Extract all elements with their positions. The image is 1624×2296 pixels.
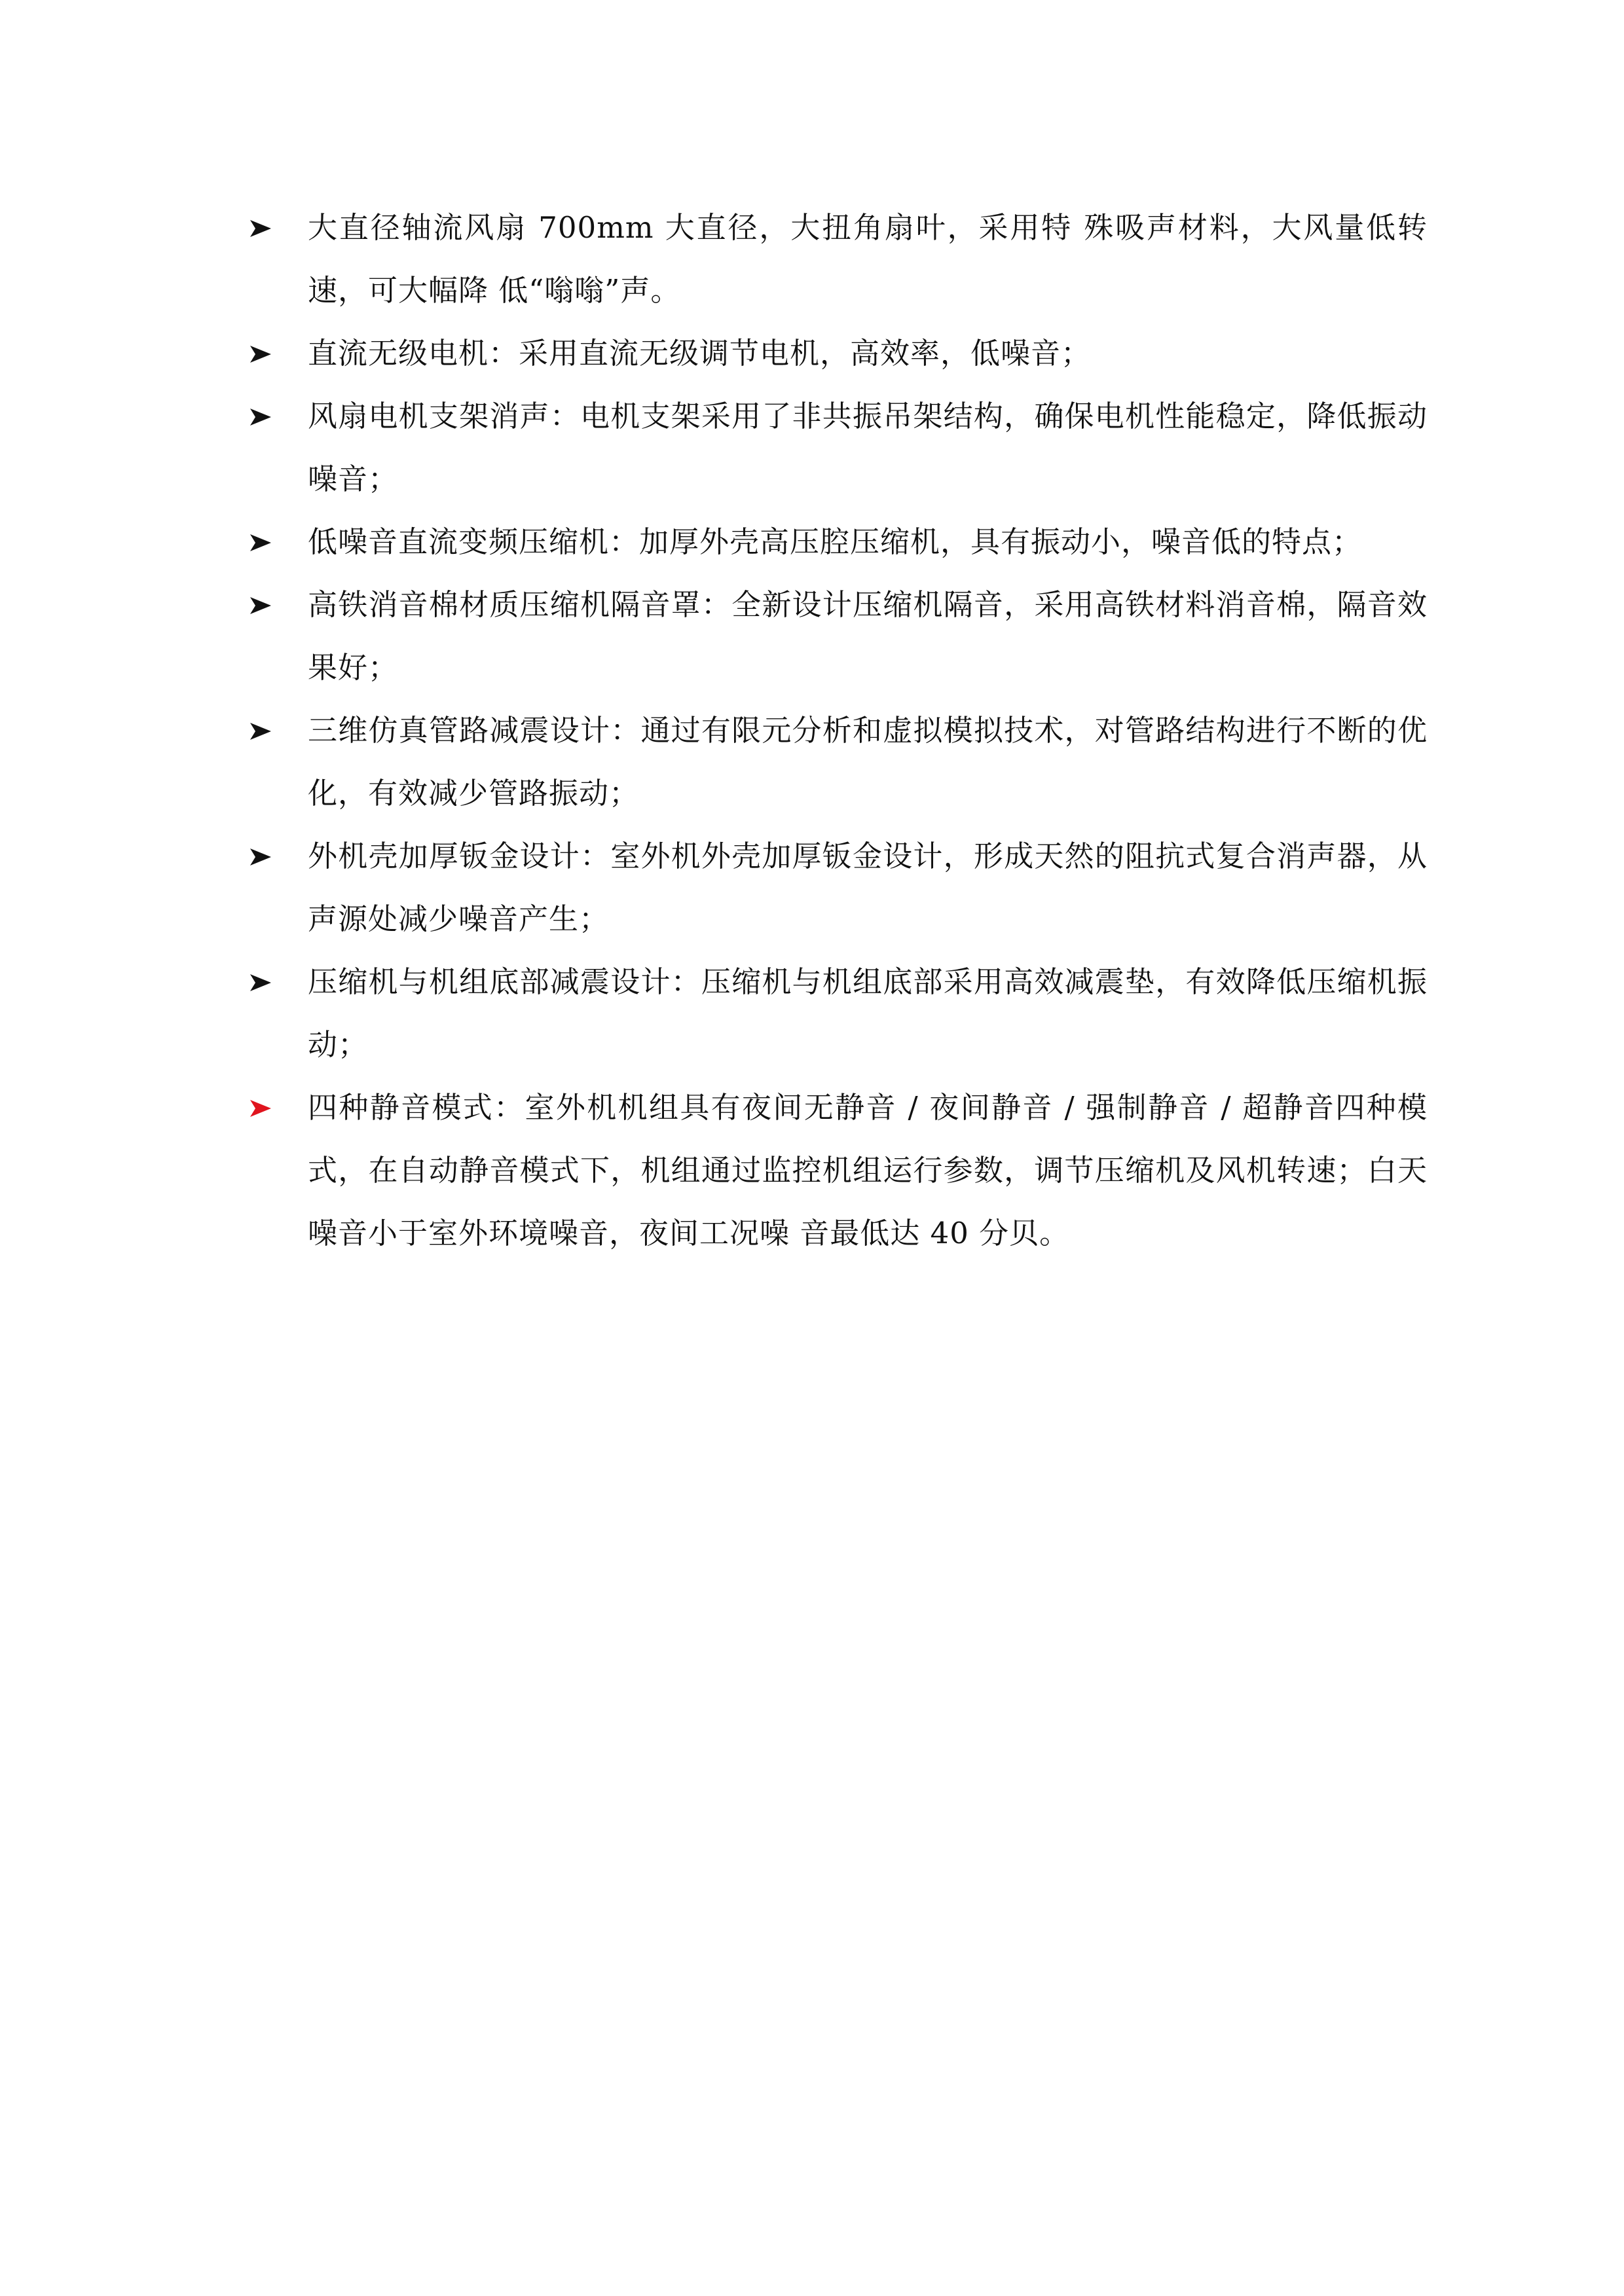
feature-list bbox=[249, 196, 1428, 1265]
arrow-bullet-icon bbox=[249, 511, 275, 574]
list-item bbox=[249, 951, 1428, 1076]
list-item bbox=[249, 511, 1428, 574]
arrow-bullet-icon bbox=[249, 699, 275, 762]
arrow-bullet-icon bbox=[249, 322, 275, 385]
list-item bbox=[249, 1076, 1428, 1265]
list-item-text: 大直径轴流风扇 700mm 大直径，大扭角扇叶，采用特 殊吸声材料，大风量低转速，可大幅降 低“嗡嗡”声。 bbox=[308, 210, 1428, 308]
list-item bbox=[249, 385, 1428, 511]
list-item bbox=[249, 699, 1428, 825]
list-item bbox=[249, 574, 1428, 699]
arrow-bullet-icon bbox=[249, 951, 275, 1013]
list-item bbox=[249, 825, 1428, 951]
arrow-bullet-icon bbox=[249, 825, 275, 888]
list-item-text: 外机壳加厚钣金设计：室外机外壳加厚钣金设计，形成天然的阻抗式复合消声器，从声源处减少噪音产生； bbox=[308, 839, 1428, 936]
list-item-text: 三维仿真管路减震设计：通过有限元分析和虚拟模拟技术，对管路结构进行不断的优化，有效减少管路振动； bbox=[308, 713, 1428, 811]
arrow-bullet-icon bbox=[249, 574, 275, 636]
list-item-text: 四种静音模式：室外机机组具有夜间无静音 / 夜间静音 / 强制静音 / 超静音四种模式，在自动静音模式下，机组通过监控机组运行参数，调节压缩机及风机转速；白天噪音小于室外环境噪音，夜间工况噪 音最低达 40 分贝。 bbox=[308, 1090, 1428, 1250]
arrow-bullet-icon bbox=[249, 385, 275, 448]
list-item-text: 低噪音直流变频压缩机：加厚外壳高压腔压缩机，具有振动小，噪音低的特点； bbox=[308, 524, 1363, 559]
list-item bbox=[249, 196, 1428, 322]
list-item bbox=[249, 322, 1428, 385]
arrow-bullet-icon bbox=[249, 196, 275, 259]
list-item-text: 压缩机与机组底部减震设计：压缩机与机组底部采用高效减震垫，有效降低压缩机振动； bbox=[308, 964, 1428, 1062]
arrow-bullet-icon bbox=[249, 1076, 275, 1139]
list-item-text: 高铁消音棉材质压缩机隔音罩：全新设计压缩机隔音，采用高铁材料消音棉，隔音效果好； bbox=[308, 587, 1428, 685]
list-item-text: 风扇电机支架消声：电机支架采用了非共振吊架结构，确保电机性能稳定，降低振动噪音； bbox=[308, 399, 1428, 496]
list-item-text: 直流无级电机：采用直流无级调节电机，高效率，低噪音； bbox=[308, 336, 1092, 371]
